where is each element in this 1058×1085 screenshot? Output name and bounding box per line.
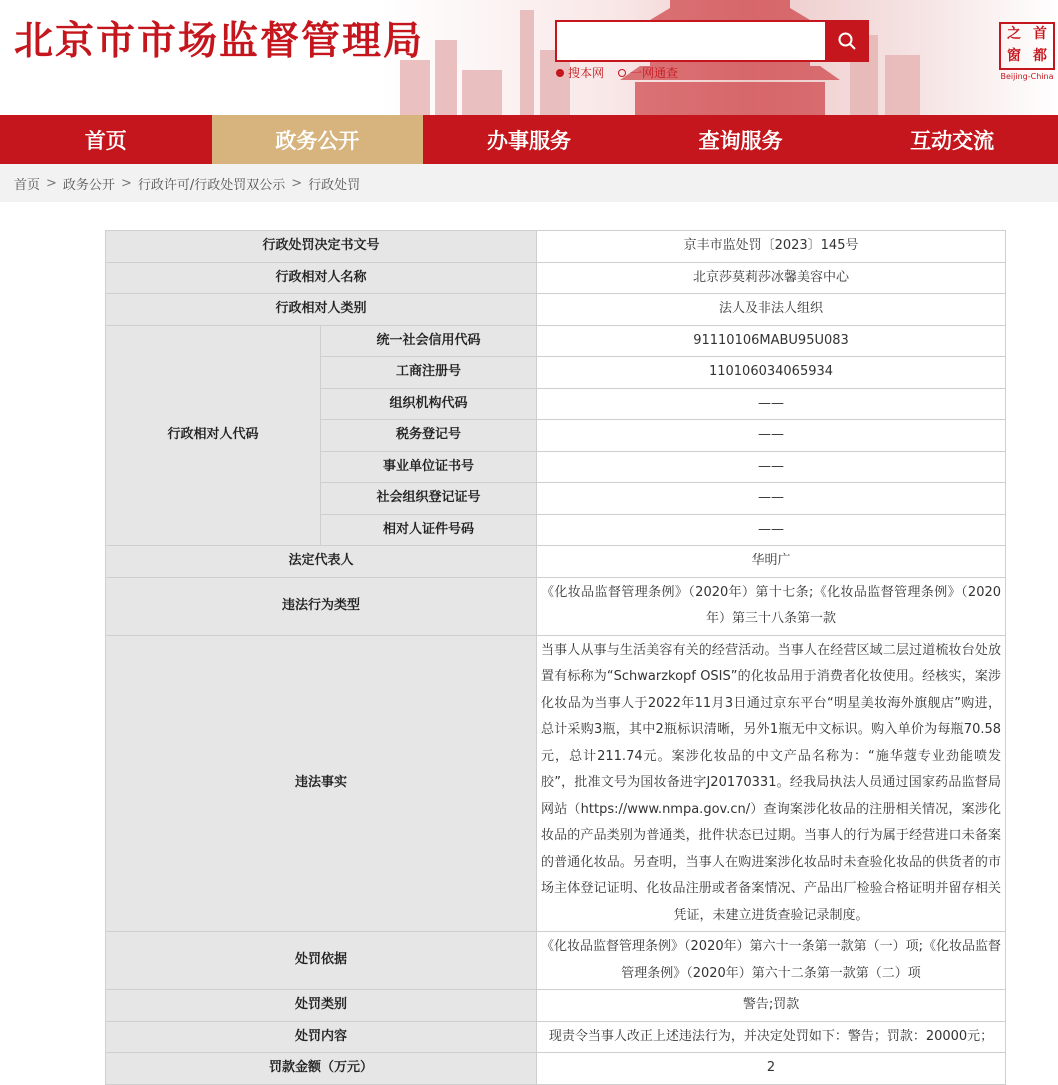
table-row bbox=[106, 635, 1006, 932]
row-label: 行政相对人类别 bbox=[106, 294, 537, 326]
row-value: —— bbox=[537, 388, 1006, 420]
row-label: 违法行为类型 bbox=[106, 577, 537, 635]
site-header bbox=[0, 0, 1058, 115]
breadcrumb-separator: > bbox=[291, 175, 303, 191]
row-label: 罚款金额（万元） bbox=[106, 1053, 537, 1085]
row-value: 2 bbox=[537, 1053, 1006, 1085]
main-nav bbox=[0, 115, 1058, 164]
row-value: 110106034065934 bbox=[537, 357, 1006, 389]
row-label: 法定代表人 bbox=[106, 546, 537, 578]
breadcrumb-penalty[interactable]: 行政处罚 bbox=[308, 177, 361, 193]
row-label: 社会组织登记证号 bbox=[321, 483, 537, 515]
capital-window-logo[interactable] bbox=[999, 22, 1055, 80]
table-row bbox=[106, 294, 1006, 326]
table-row bbox=[106, 1021, 1006, 1053]
nav-home[interactable]: 首页 bbox=[84, 128, 127, 153]
search-button[interactable] bbox=[825, 20, 869, 62]
logo-char: 之 bbox=[1007, 26, 1021, 42]
row-value: 警告;罚款 bbox=[537, 990, 1006, 1022]
table-row bbox=[106, 546, 1006, 578]
radio-unchecked-icon bbox=[618, 69, 626, 77]
row-label: 行政处罚决定书文号 bbox=[106, 231, 537, 263]
search-input[interactable] bbox=[555, 20, 837, 62]
site-title[interactable]: 北京市市场监督管理局 bbox=[14, 19, 425, 64]
row-value: 现责令当事人改正上述违法行为，并决定处罚如下：警告；罚款：20000元； bbox=[537, 1021, 1006, 1053]
search-icon bbox=[837, 31, 857, 51]
row-label: 相对人证件号码 bbox=[321, 514, 537, 546]
nav-interaction[interactable]: 互动交流 bbox=[910, 128, 995, 153]
table-row bbox=[106, 577, 1006, 635]
table-row bbox=[106, 325, 1006, 357]
row-label: 处罚依据 bbox=[106, 932, 537, 990]
row-label: 组织机构代码 bbox=[321, 388, 537, 420]
row-value: 《化妆品监督管理条例》（2020年）第六十一条第一款第（一）项;《化妆品监督管理条例》（2020年）第六十二条第一款第（二）项 bbox=[537, 932, 1006, 990]
row-value: 91110106MABU95U083 bbox=[537, 325, 1006, 357]
row-label: 处罚内容 bbox=[106, 1021, 537, 1053]
breadcrumb-separator: > bbox=[120, 175, 132, 191]
search-scope-label: 搜本网 bbox=[568, 66, 605, 80]
row-value: 法人及非法人组织 bbox=[537, 294, 1006, 326]
row-label: 违法事实 bbox=[106, 635, 537, 932]
penalty-detail-table bbox=[105, 230, 1006, 1085]
row-value: 京丰市监处罚〔2023〕145号 bbox=[537, 231, 1006, 263]
nav-services[interactable]: 办事服务 bbox=[486, 128, 571, 153]
breadcrumb bbox=[0, 164, 1058, 202]
row-label: 行政相对人名称 bbox=[106, 262, 537, 294]
table-row bbox=[106, 231, 1006, 263]
table-row bbox=[106, 932, 1006, 990]
logo-char: 窗 bbox=[1007, 48, 1021, 64]
logo-char: 首 bbox=[1033, 26, 1047, 42]
breadcrumb-government-affairs[interactable]: 政务公开 bbox=[62, 177, 115, 193]
row-value: 华明广 bbox=[537, 546, 1006, 578]
row-label: 统一社会信用代码 bbox=[321, 325, 537, 357]
row-label: 处罚类别 bbox=[106, 990, 537, 1022]
search-scope bbox=[556, 64, 678, 81]
radio-checked-icon bbox=[556, 69, 564, 77]
table-row bbox=[106, 990, 1006, 1022]
row-value: 当事人从事与生活美容有关的经营活动。当事人在经营区域二层过道梳妆台处放置有标称为“Schwarzkopf OSIS”的化妆品用于消费者化妆使用。经核实，案涉化妆品为当事人于2022年11月3日通过京东平台“明星美妆海外旗舰店”购进，总计采购3瓶，其中2瓶标识清晰，另外1瓶无中文标识。购入单价为每瓶70.58元，总计211.74元。案涉化妆品的中文产品名称为：“施华蔻专业劲能喷发胶”，批准文号为国妆备进字J20170331。经我局执法人员通过国家药品监督局网站（https://www.nmpa.gov.cn/）查询案涉化妆品的注册相关情况，案涉化妆品的产品类别为普通类，批件状态已过期。当事人的行为属于经营进口未备案的普通化妆品。另查明，当事人在购进案涉化妆品时未查验化妆品的供货者的市场主体登记证明、化妆品注册或者备案情况、产品出厂检验合格证明并留存相关凭证，未建立进货查验记录制度。 bbox=[537, 635, 1006, 932]
row-value: 北京莎莫莉莎冰馨美容中心 bbox=[537, 262, 1006, 294]
breadcrumb-publicity[interactable]: 行政许可/行政处罚双公示 bbox=[137, 177, 286, 193]
row-value: —— bbox=[537, 420, 1006, 452]
table-row bbox=[106, 1053, 1006, 1085]
row-value: 《化妆品监督管理条例》（2020年）第十七条;《化妆品监督管理条例》（2020年）第三十八条第一款 bbox=[537, 577, 1006, 635]
row-label: 税务登记号 bbox=[321, 420, 537, 452]
logo-char: 都 bbox=[1033, 48, 1047, 64]
search-box bbox=[555, 20, 870, 62]
breadcrumb-separator: > bbox=[46, 175, 57, 191]
row-value: —— bbox=[537, 483, 1006, 515]
row-value: —— bbox=[537, 514, 1006, 546]
search-scope-all[interactable] bbox=[618, 64, 678, 81]
search-scope-label: 一网通查 bbox=[630, 66, 679, 80]
code-group-label: 行政相对人代码 bbox=[106, 325, 321, 546]
table-row bbox=[106, 262, 1006, 294]
row-value: —— bbox=[537, 451, 1006, 483]
nav-government-affairs[interactable]: 政务公开 bbox=[212, 115, 424, 164]
breadcrumb-home[interactable]: 首页 bbox=[14, 177, 41, 193]
nav-query[interactable]: 查询服务 bbox=[698, 128, 783, 153]
row-label: 工商注册号 bbox=[321, 357, 537, 389]
row-label: 事业单位证书号 bbox=[321, 451, 537, 483]
search-scope-site[interactable] bbox=[556, 64, 604, 81]
logo-subtitle: Beijing-China bbox=[1000, 72, 1054, 81]
